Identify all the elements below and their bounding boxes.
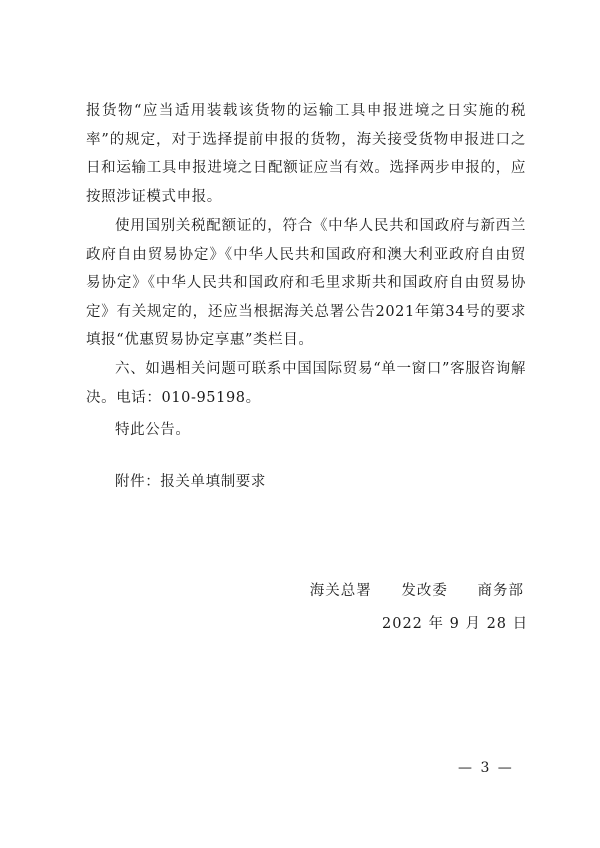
page-number: — 3 — [458,760,514,776]
paragraph-contact: 六、如遇相关问题可联系中国国际贸易“单一窗口”客服咨询解决。电话：010-95198。 [86,361,526,406]
paragraph-announcement: 特此公告。 [115,422,191,438]
paragraph-tariff-rate: 报货物“应当适用装载该货物的运输工具申报进境之日实施的税率”的规定，对于选择提前申报的货物，海关接受货物申报进口之日和运输工具申报进境之日配额证应当有效。选择两步申报的，应按照涉证模式申报。 [86,103,526,205]
signatory-ndrc: 发改委 [401,583,448,599]
attachment-line: 附件：报关单填制要求 [115,474,266,490]
signatory-customs: 海关总署 [309,583,372,599]
signatories [296,579,524,600]
document-date: 2022 年 9 月 28 日 [382,616,529,632]
signatory-mofcom: 商务部 [477,583,524,599]
paragraph-quota-certificate: 使用国别关税配额证的，符合《中华人民共和国政府与新西兰政府自由贸易协定》《中华人民共和国政府和澳大利亚政府自由贸易协定》《中华人民共和国政府和毛里求斯共和国政府自由贸易协定》有关规定的，还应当根据海关总署公告2021年第34号的要求填报“优惠贸易协定享惠”类栏目。 [86,218,526,349]
